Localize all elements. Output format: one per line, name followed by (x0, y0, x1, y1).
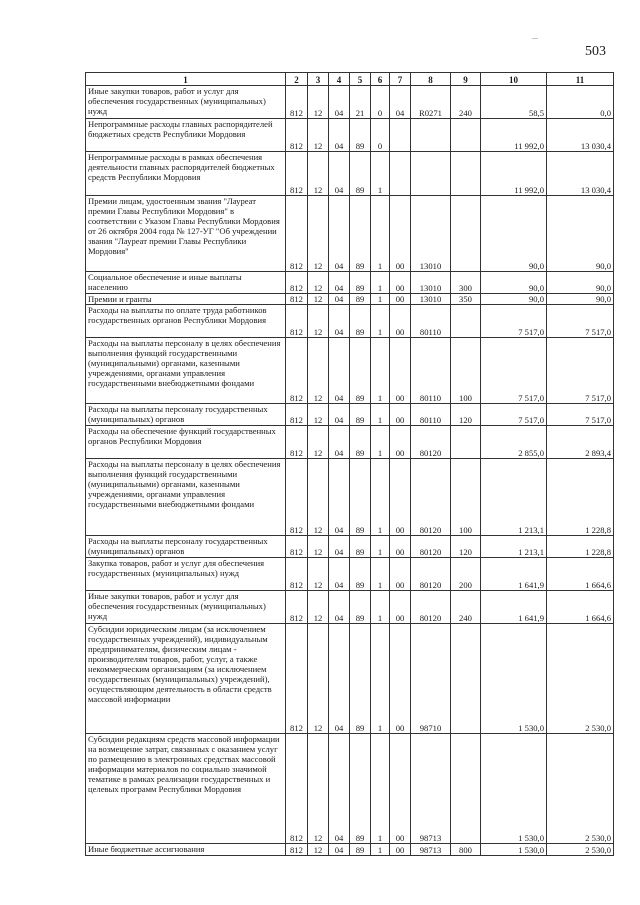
cell-col-3: 12 (308, 734, 329, 844)
cell-col-8: 13010 (411, 272, 451, 294)
cell-col-9: 240 (451, 86, 481, 119)
cell-col-6: 1 (371, 338, 390, 404)
cell-col-5: 89 (350, 119, 371, 152)
cell-col-10: 90,0 (481, 272, 547, 294)
cell-col-2: 812 (286, 119, 308, 152)
column-header-4: 4 (329, 73, 350, 86)
cell-col-6: 1 (371, 272, 390, 294)
cell-col-5: 89 (350, 591, 371, 624)
cell-col-5: 89 (350, 272, 371, 294)
cell-col-3: 12 (308, 404, 329, 426)
cell-col-10: 7 517,0 (481, 305, 547, 338)
table-row (86, 119, 614, 152)
cell-col-8: 80120 (411, 426, 451, 459)
cell-col-4: 04 (329, 305, 350, 338)
table-row (86, 404, 614, 426)
table-row (86, 459, 614, 536)
cell-col-2: 812 (286, 196, 308, 272)
cell-col-2: 812 (286, 272, 308, 294)
cell-col-4: 04 (329, 196, 350, 272)
table-row (86, 196, 614, 272)
cell-col-7: 00 (390, 294, 411, 305)
cell-col-9 (451, 119, 481, 152)
cell-col-6: 1 (371, 305, 390, 338)
cell-col-8: 80120 (411, 536, 451, 558)
cell-col-5: 89 (350, 196, 371, 272)
cell-col-9 (451, 624, 481, 734)
cell-col-8: 80120 (411, 591, 451, 624)
row-name: Премии лицам, удостоенным звания "Лауреат премии Главы Республики Мордовия" в соответствии с Указом Главы Республики Мордовия от 26 октября 2004 года № 127-УГ "Об учреждении звания "Лауреат премии Главы Республики Мордовия" (86, 196, 286, 272)
cell-col-6: 1 (371, 536, 390, 558)
cell-col-5: 21 (350, 86, 371, 119)
cell-col-9: 100 (451, 459, 481, 536)
cell-col-11: 2 530,0 (547, 844, 614, 856)
cell-col-6: 0 (371, 119, 390, 152)
cell-col-2: 812 (286, 86, 308, 119)
cell-col-6: 1 (371, 734, 390, 844)
column-header-3: 3 (308, 73, 329, 86)
cell-col-2: 812 (286, 305, 308, 338)
cell-col-7: 00 (390, 404, 411, 426)
cell-col-2: 812 (286, 536, 308, 558)
cell-col-5: 89 (350, 152, 371, 196)
cell-col-9 (451, 426, 481, 459)
cell-col-5: 89 (350, 294, 371, 305)
cell-col-11: 7 517,0 (547, 305, 614, 338)
cell-col-11: 2 530,0 (547, 734, 614, 844)
cell-col-4: 04 (329, 86, 350, 119)
column-header-2: 2 (286, 73, 308, 86)
cell-col-6: 1 (371, 196, 390, 272)
cell-col-7: 00 (390, 536, 411, 558)
table-row (86, 624, 614, 734)
cell-col-4: 04 (329, 338, 350, 404)
cell-col-8 (411, 119, 451, 152)
cell-col-2: 812 (286, 404, 308, 426)
row-name: Иные бюджетные ассигнования (86, 844, 286, 856)
table-row (86, 305, 614, 338)
cell-col-6: 1 (371, 558, 390, 591)
column-header-1: 1 (86, 73, 286, 86)
row-name: Расходы на выплаты персоналу государственных (муниципальных) органов (86, 404, 286, 426)
cell-col-4: 04 (329, 272, 350, 294)
cell-col-6: 1 (371, 294, 390, 305)
cell-col-4: 04 (329, 558, 350, 591)
cell-col-5: 89 (350, 404, 371, 426)
cell-col-4: 04 (329, 844, 350, 856)
cell-col-3: 12 (308, 86, 329, 119)
cell-col-8: 80110 (411, 404, 451, 426)
cell-col-11: 7 517,0 (547, 404, 614, 426)
cell-col-4: 04 (329, 591, 350, 624)
cell-col-7: 00 (390, 558, 411, 591)
cell-col-11: 90,0 (547, 294, 614, 305)
cell-col-9: 240 (451, 591, 481, 624)
cell-col-3: 12 (308, 305, 329, 338)
cell-col-7 (390, 119, 411, 152)
cell-col-2: 812 (286, 426, 308, 459)
cell-col-2: 812 (286, 844, 308, 856)
row-name: Премии и гранты (86, 294, 286, 305)
cell-col-6: 1 (371, 426, 390, 459)
cell-col-7: 00 (390, 305, 411, 338)
row-name: Расходы на выплаты персоналу в целях обеспечения выполнения функций государственными (муниципальными) органами, казенными учреждениями, органами управления государственными внебюджетными фондами (86, 459, 286, 536)
cell-col-11: 13 030,4 (547, 119, 614, 152)
cell-col-3: 12 (308, 196, 329, 272)
cell-col-5: 89 (350, 844, 371, 856)
cell-col-3: 12 (308, 459, 329, 536)
budget-table (85, 72, 614, 856)
column-header-10: 10 (481, 73, 547, 86)
cell-col-4: 04 (329, 734, 350, 844)
cell-col-6: 1 (371, 591, 390, 624)
row-name: Непрограммные расходы в рамках обеспечения деятельности главных распорядителей бюджетных средств Республики Мордовия (86, 152, 286, 196)
cell-col-4: 04 (329, 119, 350, 152)
cell-col-9: 120 (451, 536, 481, 558)
cell-col-8: R0271 (411, 86, 451, 119)
cell-col-4: 04 (329, 404, 350, 426)
corner-mark: ... (532, 32, 538, 41)
column-header-11: 11 (547, 73, 614, 86)
table-row (86, 536, 614, 558)
cell-col-9: 350 (451, 294, 481, 305)
cell-col-3: 12 (308, 119, 329, 152)
cell-col-9: 100 (451, 338, 481, 404)
cell-col-4: 04 (329, 459, 350, 536)
cell-col-6: 1 (371, 459, 390, 536)
cell-col-5: 89 (350, 305, 371, 338)
cell-col-7: 00 (390, 196, 411, 272)
column-header-8: 8 (411, 73, 451, 86)
cell-col-4: 04 (329, 536, 350, 558)
cell-col-11: 90,0 (547, 272, 614, 294)
cell-col-3: 12 (308, 624, 329, 734)
cell-col-9 (451, 152, 481, 196)
table-row (86, 591, 614, 624)
cell-col-11: 1 228,8 (547, 536, 614, 558)
cell-col-8: 80120 (411, 459, 451, 536)
table-row (86, 338, 614, 404)
cell-col-3: 12 (308, 338, 329, 404)
cell-col-8: 98710 (411, 624, 451, 734)
cell-col-7: 00 (390, 459, 411, 536)
cell-col-4: 04 (329, 624, 350, 734)
column-header-6: 6 (371, 73, 390, 86)
row-name: Расходы на обеспечение функций государственных органов Республики Мордовия (86, 426, 286, 459)
cell-col-11: 13 030,4 (547, 152, 614, 196)
cell-col-11: 2 893,4 (547, 426, 614, 459)
cell-col-3: 12 (308, 591, 329, 624)
cell-col-6: 1 (371, 844, 390, 856)
cell-col-10: 1 530,0 (481, 624, 547, 734)
cell-col-8: 80110 (411, 305, 451, 338)
cell-col-7: 00 (390, 624, 411, 734)
row-name: Расходы на выплаты персоналу в целях обеспечения выполнения функций государственными (муниципальными) органами, казенными учреждениями, органами управления государственными внебюджетными фондами (86, 338, 286, 404)
cell-col-8: 98713 (411, 844, 451, 856)
cell-col-11: 0,0 (547, 86, 614, 119)
cell-col-7: 04 (390, 86, 411, 119)
cell-col-9: 300 (451, 272, 481, 294)
row-name: Социальное обеспечение и иные выплаты населению (86, 272, 286, 294)
cell-col-3: 12 (308, 152, 329, 196)
cell-col-3: 12 (308, 426, 329, 459)
cell-col-7: 00 (390, 844, 411, 856)
cell-col-10: 1 641,9 (481, 591, 547, 624)
cell-col-7: 00 (390, 338, 411, 404)
cell-col-4: 04 (329, 152, 350, 196)
table-header-row (86, 73, 614, 86)
table-row (86, 86, 614, 119)
cell-col-11: 7 517,0 (547, 338, 614, 404)
cell-col-4: 04 (329, 294, 350, 305)
row-name: Субсидии юридическим лицам (за исключением государственных учреждений), индивидуальным предпринимателям, физическим лицам - производителям товаров, работ, услуг, а также некоммерческим организациям (за исключением государственных (муниципальных) учреждений), осуществляющим деятельность в области средств массовой информации (86, 624, 286, 734)
cell-col-7: 00 (390, 734, 411, 844)
cell-col-11: 1 664,6 (547, 591, 614, 624)
cell-col-6: 1 (371, 624, 390, 734)
cell-col-10: 7 517,0 (481, 338, 547, 404)
cell-col-8: 80120 (411, 558, 451, 591)
cell-col-5: 89 (350, 558, 371, 591)
cell-col-5: 89 (350, 734, 371, 844)
table-row (86, 272, 614, 294)
cell-col-9: 120 (451, 404, 481, 426)
cell-col-11: 2 530,0 (547, 624, 614, 734)
cell-col-5: 89 (350, 459, 371, 536)
cell-col-9: 200 (451, 558, 481, 591)
cell-col-9: 800 (451, 844, 481, 856)
cell-col-10: 2 855,0 (481, 426, 547, 459)
table-row (86, 426, 614, 459)
cell-col-7: 00 (390, 272, 411, 294)
cell-col-11: 90,0 (547, 196, 614, 272)
cell-col-10: 1 641,9 (481, 558, 547, 591)
cell-col-8: 98713 (411, 734, 451, 844)
cell-col-5: 89 (350, 536, 371, 558)
cell-col-5: 89 (350, 624, 371, 734)
cell-col-6: 1 (371, 152, 390, 196)
table-body (86, 86, 614, 856)
cell-col-10: 1 530,0 (481, 844, 547, 856)
cell-col-10: 11 992,0 (481, 152, 547, 196)
cell-col-7 (390, 152, 411, 196)
cell-col-2: 812 (286, 591, 308, 624)
column-header-5: 5 (350, 73, 371, 86)
cell-col-8: 80110 (411, 338, 451, 404)
row-name: Непрограммные расходы главных распорядителей бюджетных средств Республики Мордовия (86, 119, 286, 152)
cell-col-2: 812 (286, 294, 308, 305)
page-number: 503 (585, 44, 606, 59)
cell-col-2: 812 (286, 152, 308, 196)
cell-col-9 (451, 196, 481, 272)
cell-col-3: 12 (308, 844, 329, 856)
cell-col-3: 12 (308, 536, 329, 558)
row-name: Расходы на выплаты по оплате труда работников государственных органов Республики Мордовия (86, 305, 286, 338)
cell-col-11: 1 664,6 (547, 558, 614, 591)
table-row (86, 152, 614, 196)
cell-col-2: 812 (286, 459, 308, 536)
row-name: Закупка товаров, работ и услуг для обеспечения государственных (муниципальных) нужд (86, 558, 286, 591)
cell-col-5: 89 (350, 426, 371, 459)
table-row (86, 294, 614, 305)
cell-col-10: 90,0 (481, 196, 547, 272)
row-name: Иные закупки товаров, работ и услуг для обеспечения государственных (муниципальных) нужд (86, 86, 286, 119)
cell-col-10: 1 213,1 (481, 536, 547, 558)
column-header-9: 9 (451, 73, 481, 86)
cell-col-7: 00 (390, 591, 411, 624)
cell-col-2: 812 (286, 734, 308, 844)
row-name: Иные закупки товаров, работ и услуг для обеспечения государственных (муниципальных) нужд (86, 591, 286, 624)
cell-col-4: 04 (329, 426, 350, 459)
cell-col-10: 7 517,0 (481, 404, 547, 426)
cell-col-10: 90,0 (481, 294, 547, 305)
table-row (86, 558, 614, 591)
cell-col-3: 12 (308, 272, 329, 294)
cell-col-8: 13010 (411, 196, 451, 272)
cell-col-6: 0 (371, 86, 390, 119)
cell-col-7: 00 (390, 426, 411, 459)
cell-col-10: 11 992,0 (481, 119, 547, 152)
table-row (86, 844, 614, 856)
cell-col-8 (411, 152, 451, 196)
cell-col-2: 812 (286, 338, 308, 404)
cell-col-6: 1 (371, 404, 390, 426)
cell-col-9 (451, 305, 481, 338)
column-header-7: 7 (390, 73, 411, 86)
table-row (86, 734, 614, 844)
cell-col-2: 812 (286, 624, 308, 734)
cell-col-5: 89 (350, 338, 371, 404)
row-name: Расходы на выплаты персоналу государственных (муниципальных) органов (86, 536, 286, 558)
cell-col-11: 1 228,8 (547, 459, 614, 536)
row-name: Субсидии редакциям средств массовой информации на возмещение затрат, связанных с оказанием услуг по размещению в электронных средствах массовой информации материалов по социально значимой тематике в рамках реализации государственных и целевых программ Республики Мордовия (86, 734, 286, 844)
cell-col-3: 12 (308, 558, 329, 591)
cell-col-10: 1 213,1 (481, 459, 547, 536)
cell-col-8: 13010 (411, 294, 451, 305)
cell-col-9 (451, 734, 481, 844)
cell-col-3: 12 (308, 294, 329, 305)
cell-col-10: 1 530,0 (481, 734, 547, 844)
cell-col-10: 58,5 (481, 86, 547, 119)
cell-col-2: 812 (286, 558, 308, 591)
